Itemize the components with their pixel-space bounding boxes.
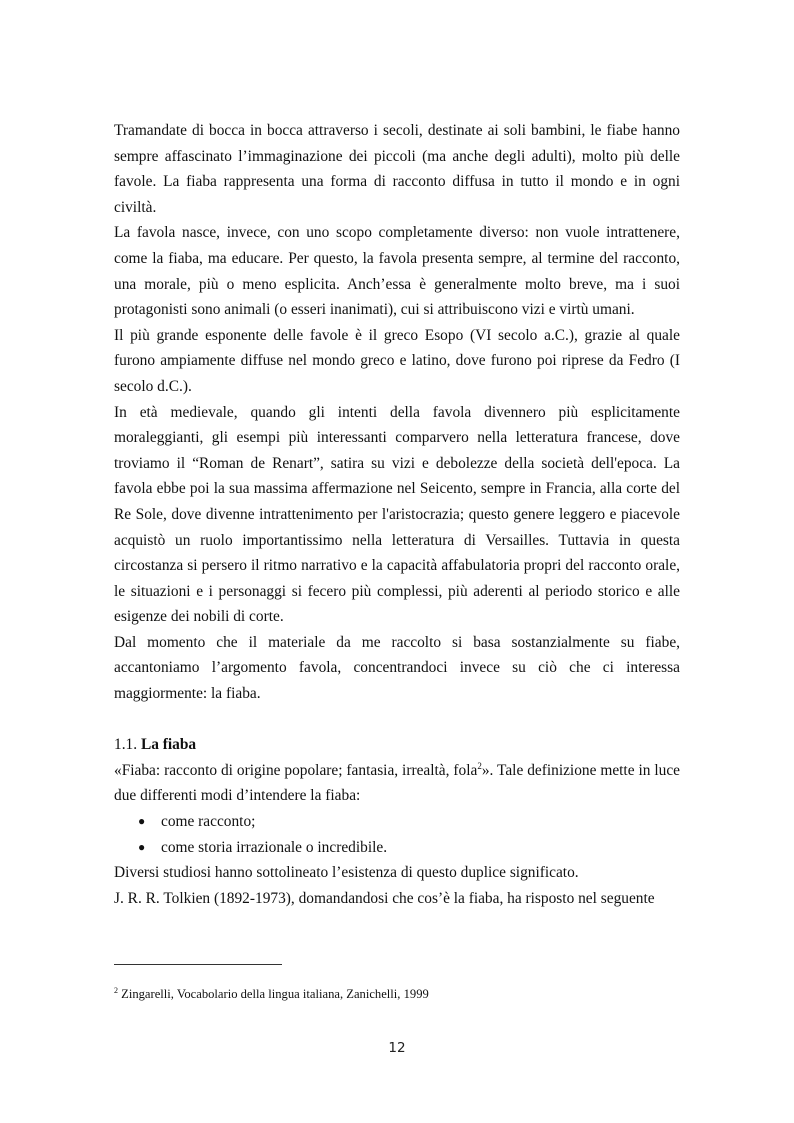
paragraph-eta-medievale: In età medievale, quando gli intenti della favola divennero più esplicitamente moraleggianti, gli esempi più interessanti comparvero nella letteratura francese, dove troviamo il “Roman de Renart”, satira su vizi e debolezze della società dell'epoca. La favola ebbe poi la sua massima affermazione nel Seicento, sempre in Francia, alla corte del Re Sole, dove divenne intrattenimento per l'aristocrazia; questo genere leggero e piacevole acquistò un ruolo importantissimo nella letteratura di Versailles. Tuttavia in questa circostanza si persero il ritmo narrativo e la capacità affabulatoria propri del racconto orale, le situazioni e i personaggi si fecero più complessi, più aderenti al periodo storico e alle esigenze dei nobili di corte. xyxy=(114,403,680,626)
footnote-number: 2 xyxy=(114,985,118,995)
paragraph-fiabe-intro: Tramandate di bocca in bocca attraverso i secoli, destinate ai soli bambini, le fiabe hanno sempre affascinato l’immaginazione dei piccoli (ma anche degli adulti), molto più delle favole. La fiaba rappresenta una forma di racconto diffusa in tutto il mondo e in ogni civiltà. xyxy=(114,122,680,216)
bullet-icon: ● xyxy=(138,814,146,829)
definition-text-start: «Fiaba: racconto di origine popolare; fantasia, irrealtà, fola xyxy=(114,761,478,779)
paragraph-studiosi: Diversi studiosi hanno sottolineato l’esistenza di questo duplice significato. xyxy=(114,864,579,882)
paragraph-favola-scopo: La favola nasce, invece, con uno scopo completamente diverso: non vuole intrattenere, come la fiaba, ma educare. Per questo, la favola presenta sempre, al termine del racconto, una morale, più o meno esplicita. Anch’essa è generalmente molto breve, ma i suoi protagonisti sono animali (o esseri inanimati), cui si attribuiscono vizi e virtù umani. xyxy=(114,224,680,319)
footnote-text: Zingarelli, Vocabolario della lingua italiana, Zanichelli, 1999 xyxy=(118,987,429,1001)
bullet-list xyxy=(114,809,680,860)
paragraph-tolkien: J. R. R. Tolkien (1892-1973), domandandosi che cos’è la fiaba, ha risposto nel seguente xyxy=(114,889,655,907)
paragraph-esopo: Il più grande esponente delle favole è il greco Esopo (VI secolo a.C.), grazie al quale furono ampiamente diffuse nel mondo greco e latino, dove furono poi riprese da Fedro (I secolo d.C.). xyxy=(114,326,680,395)
section-heading xyxy=(114,732,680,758)
footnote-reference[interactable]: 2 xyxy=(477,760,482,771)
list-item xyxy=(114,809,680,835)
footnote-divider xyxy=(114,964,282,965)
definition-text-end: ». Tale definizione mette in luce due differenti modi d’intendere la fiaba: xyxy=(114,761,680,805)
body-text xyxy=(114,118,680,911)
list-item-text: come racconto; xyxy=(161,813,256,831)
list-item xyxy=(114,835,680,861)
footnote xyxy=(114,986,680,1002)
list-item-text: come storia irrazionale o incredibile. xyxy=(161,838,388,856)
spacer xyxy=(114,707,680,733)
section-number: 1.1. xyxy=(114,736,138,754)
paragraph-materiale-raccolto: Dal momento che il materiale da me raccolto si basa sostanzialmente su fiabe, accantoniamo l’argomento favola, concentrandoci invece su ciò che ci interessa maggiormente: la fiaba. xyxy=(114,633,680,703)
paragraph-definizione xyxy=(114,758,680,809)
page-number: 12 xyxy=(388,1040,406,1056)
section-title: La fiaba xyxy=(140,736,197,754)
bullet-icon: ● xyxy=(138,839,146,854)
